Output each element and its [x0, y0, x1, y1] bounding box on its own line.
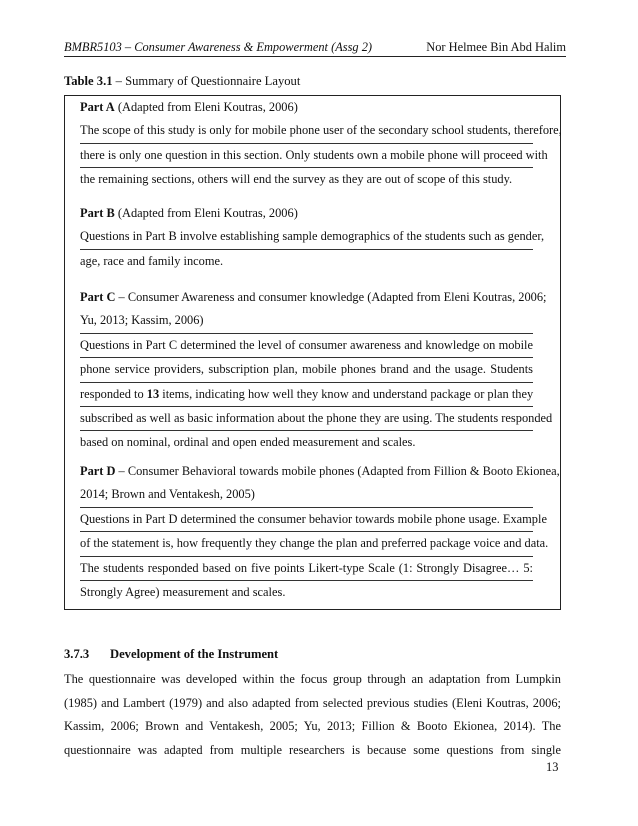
- paragraph-line-3: Kassim, 2006; Brown and Ventakesh, 2005; Yu, 2013; Fillion & Booto Ekionea, 2014). The: [64, 719, 561, 734]
- part-b-title: [80, 202, 533, 225]
- section-heading: [64, 647, 278, 662]
- part-b-section: [80, 202, 545, 273]
- part-a-section: [80, 96, 562, 192]
- part-c-line-3-end: items, indicating how well they know and understand package or plan they: [159, 386, 534, 401]
- table-caption: [64, 74, 300, 89]
- part-d-line-2: of the statement is, how frequently they change the plan and preferred package voice and data.: [80, 532, 533, 556]
- part-a-line-1: The scope of this study is only for mobile phone user of the secondary school students, therefore,: [80, 119, 533, 143]
- header-course-title: BMBR5103 – Consumer Awareness & Empowerment (Assg 2): [64, 40, 373, 54]
- paragraph-line-2: (1985) and Lambert (1979) and also adapted from selected previous studies (Eleni Koutras, 2006;: [64, 695, 561, 710]
- part-b-line-2: age, race and family income.: [80, 253, 224, 268]
- page-number: 13: [546, 760, 559, 774]
- table-caption-text: – Summary of Questionnaire Layout: [112, 74, 301, 88]
- part-d-title: [80, 460, 560, 483]
- part-a-line-3: the remaining sections, others will end the survey as they are out of scope of this study.: [80, 172, 513, 187]
- part-d-section: [80, 460, 560, 604]
- part-c-line-1: Questions in Part C determined the level of consumer awareness and knowledge on mobile: [80, 334, 533, 358]
- section-paragraph: [64, 668, 561, 762]
- section-number: 3.7.3: [64, 647, 90, 661]
- part-c-line-2: phone service providers, subscription plan, mobile phones brand and the usage. Students: [80, 358, 533, 382]
- part-d-line-1: Questions in Part D determined the consumer behavior towards mobile phone usage. Example: [80, 508, 533, 532]
- table-caption-label: Table 3.1: [64, 74, 113, 88]
- page-header: [64, 40, 566, 57]
- part-c-line-3-start: responded to: [80, 386, 147, 401]
- part-d-title-line-2: 2014; Brown and Ventakesh, 2005): [80, 483, 533, 507]
- part-a-line-2: there is only one question in this section. Only students own a mobile phone will proceed with: [80, 144, 533, 168]
- part-c-section: [80, 286, 553, 455]
- part-a-label: Part A: [80, 100, 115, 114]
- part-b-line-1: Questions in Part B involve establishing sample demographics of the students such as gender,: [80, 225, 533, 249]
- section-title: Development of the Instrument: [110, 647, 279, 661]
- part-b-source: (Adapted from Eleni Koutras, 2006): [114, 206, 298, 220]
- part-b-label: Part B: [80, 206, 115, 220]
- part-d-label: Part D: [80, 464, 116, 478]
- part-a-source: (Adapted from Eleni Koutras, 2006): [114, 100, 298, 114]
- part-c-line-3: [80, 383, 533, 407]
- part-c-label: Part C: [80, 290, 116, 304]
- part-d-line-4: Strongly Agree) measurement and scales.: [80, 584, 286, 599]
- part-c-source: – Consumer Awareness and consumer knowledge (Adapted from Eleni Koutras, 2006;: [115, 290, 547, 304]
- part-c-items-count: 13: [146, 386, 160, 401]
- paragraph-line-1: The questionnaire was developed within the focus group through an adaptation from Lumpkin: [64, 672, 561, 686]
- part-d-source: – Consumer Behavioral towards mobile phones (Adapted from Fillion & Booto Ekionea,: [115, 464, 560, 478]
- header-author: Nor Helmee Bin Abd Halim: [426, 40, 566, 54]
- part-c-line-4: subscribed as well as basic information about the phone they are using. The students responded: [80, 407, 533, 431]
- paragraph-line-4: questionnaire was adapted from multiple researchers is because some questions from single: [64, 742, 561, 757]
- part-c-line-5: based on nominal, ordinal and open ended measurement and scales.: [80, 435, 416, 450]
- part-d-line-3: The students responded based on five points Likert-type Scale (1: Strongly Disagree… 5:: [80, 557, 533, 581]
- part-a-title: [80, 96, 533, 119]
- part-c-title-line-2: Yu, 2013; Kassim, 2006): [80, 309, 533, 333]
- part-c-title: [80, 286, 547, 309]
